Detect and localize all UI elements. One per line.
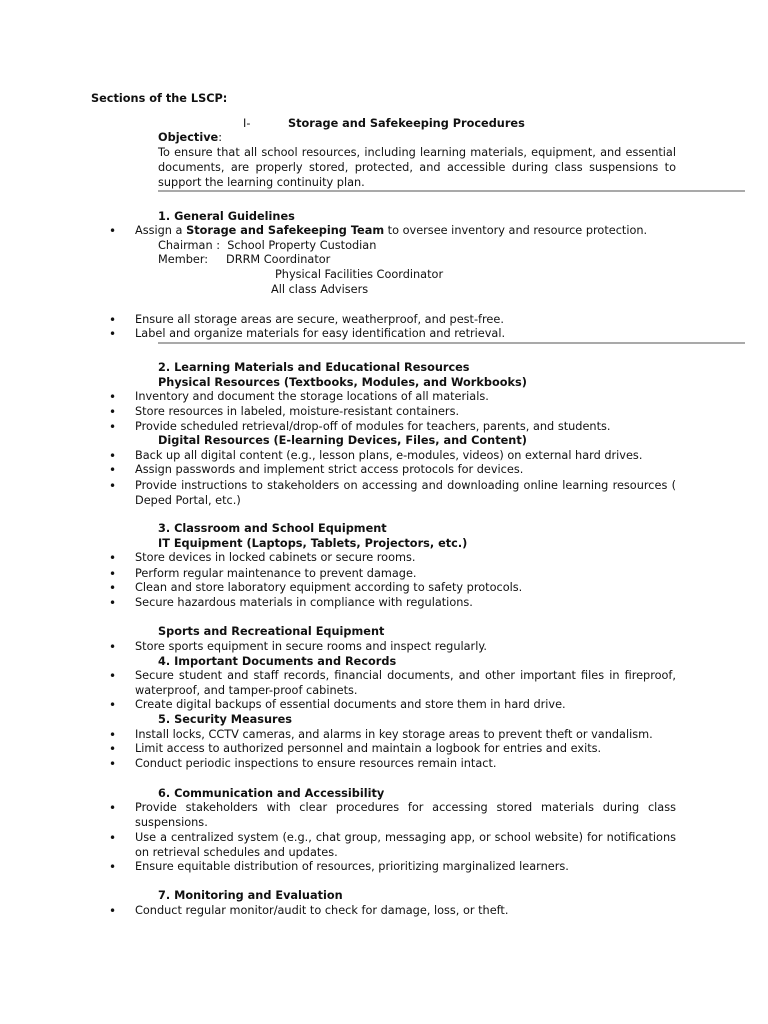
assign-team-item bbox=[135, 224, 647, 238]
bullet: • bbox=[109, 757, 117, 771]
bullet: • bbox=[109, 831, 117, 845]
bullet: • bbox=[109, 904, 117, 918]
bullet: • bbox=[109, 596, 117, 610]
list-item: Store resources in labeled, moisture-resistant containers. bbox=[135, 405, 460, 418]
objective-text: To ensure that all school resources, including learning materials, equipment, and essential documents, are properly stored, protected, and accessible during class suspensions to support the learning continuity plan. bbox=[158, 146, 676, 189]
list-item: Ensure all storage areas are secure, weatherproof, and pest-free. bbox=[135, 313, 504, 326]
sections-heading: Sections of the LSCP: bbox=[91, 92, 228, 105]
section-divider bbox=[158, 190, 745, 192]
list-item: Perform regular maintenance to prevent damage. bbox=[135, 567, 417, 580]
objective-label: Objective bbox=[158, 131, 219, 144]
bullet: • bbox=[109, 581, 117, 595]
member-line-3: All class Advisers bbox=[271, 283, 369, 296]
security-measures-heading: 5. Security Measures bbox=[158, 713, 293, 726]
assign-post: to oversee inventory and resource protection. bbox=[384, 224, 648, 237]
digital-resources-heading: Digital Resources (E-learning Devices, Files, and Content) bbox=[158, 434, 527, 447]
list-item: Assign passwords and implement strict access protocols for devices. bbox=[135, 463, 524, 476]
bullet: • bbox=[109, 313, 117, 327]
bullet: • bbox=[109, 728, 117, 742]
list-item: Conduct regular monitor/audit to check for damage, loss, or theft. bbox=[135, 904, 509, 917]
list-item: Clean and store laboratory equipment according to safety protocols. bbox=[135, 581, 523, 594]
list-item: Secure student and staff records, financial documents, and other important files in fireproof, waterproof, and tamper-proof cabinets. bbox=[135, 669, 676, 697]
list-item: Provide instructions to stakeholders on accessing and downloading online learning resources ( Deped Portal, etc.) bbox=[135, 479, 676, 507]
physical-resources-heading: Physical Resources (Textbooks, Modules, and Workbooks) bbox=[158, 376, 527, 389]
bullet: • bbox=[109, 801, 117, 815]
bullet: • bbox=[109, 463, 117, 477]
list-item: Store devices in locked cabinets or secure rooms. bbox=[135, 551, 416, 564]
list-item: Limit access to authorized personnel and maintain a logbook for entries and exits. bbox=[135, 742, 602, 755]
objective-heading bbox=[158, 131, 222, 145]
member-line: Member: DRRM Coordinator bbox=[158, 253, 331, 266]
bullet: • bbox=[109, 860, 117, 874]
bullet: • bbox=[109, 327, 117, 341]
list-item: Inventory and document the storage locations of all materials. bbox=[135, 390, 489, 403]
classroom-equipment-heading: 3. Classroom and School Equipment bbox=[158, 522, 387, 535]
documents-records-heading: 4. Important Documents and Records bbox=[158, 655, 397, 668]
bullet: • bbox=[109, 669, 117, 683]
bullet: • bbox=[109, 449, 117, 463]
list-item: Store sports equipment in secure rooms and inspect regularly. bbox=[135, 640, 487, 653]
part-title: Storage and Safekeeping Procedures bbox=[288, 117, 525, 130]
list-item: Install locks, CCTV cameras, and alarms in key storage areas to prevent theft or vandalism. bbox=[135, 728, 653, 741]
part-numeral: I- bbox=[243, 117, 251, 130]
list-item: Create digital backups of essential documents and store them in hard drive. bbox=[135, 698, 566, 711]
list-item: Provide stakeholders with clear procedures for accessing stored materials during class suspensions. bbox=[135, 801, 676, 829]
communication-heading: 6. Communication and Accessibility bbox=[158, 787, 385, 800]
list-item: Label and organize materials for easy identification and retrieval. bbox=[135, 327, 506, 340]
it-equipment-heading: IT Equipment (Laptops, Tablets, Projectors, etc.) bbox=[158, 537, 468, 550]
bullet: • bbox=[109, 742, 117, 756]
team-name: Storage and Safekeeping Team bbox=[186, 224, 385, 237]
sports-equipment-heading: Sports and Recreational Equipment bbox=[158, 625, 385, 638]
objective-colon: : bbox=[218, 131, 223, 144]
bullet: • bbox=[109, 698, 117, 712]
list-item: Secure hazardous materials in compliance with regulations. bbox=[135, 596, 473, 609]
chairman-line: Chairman : School Property Custodian bbox=[158, 239, 377, 252]
member-line-2: Physical Facilities Coordinator bbox=[275, 268, 444, 281]
list-item: Back up all digital content (e.g., lesson plans, e-modules, videos) on external hard drives. bbox=[135, 449, 643, 462]
assign-pre: Assign a bbox=[135, 224, 187, 237]
section-divider bbox=[158, 342, 745, 344]
monitoring-heading: 7. Monitoring and Evaluation bbox=[158, 889, 343, 902]
bullet: • bbox=[109, 640, 117, 654]
bullet: • bbox=[109, 405, 117, 419]
list-item: Use a centralized system (e.g., chat group, messaging app, or school website) for notifications on retrieval schedules and updates. bbox=[135, 831, 676, 859]
list-item: Ensure equitable distribution of resources, prioritizing marginalized learners. bbox=[135, 860, 569, 873]
general-guidelines-heading: 1. General Guidelines bbox=[158, 210, 295, 223]
list-item: Conduct periodic inspections to ensure resources remain intact. bbox=[135, 757, 497, 770]
list-item: Provide scheduled retrieval/drop-off of modules for teachers, parents, and students. bbox=[135, 420, 611, 433]
bullet: • bbox=[109, 420, 117, 434]
bullet: • bbox=[109, 390, 117, 404]
bullet: • bbox=[109, 479, 117, 493]
learning-materials-heading: 2. Learning Materials and Educational Resources bbox=[158, 361, 470, 374]
bullet: • bbox=[109, 551, 117, 565]
bullet: • bbox=[109, 567, 117, 581]
bullet: • bbox=[109, 224, 117, 238]
